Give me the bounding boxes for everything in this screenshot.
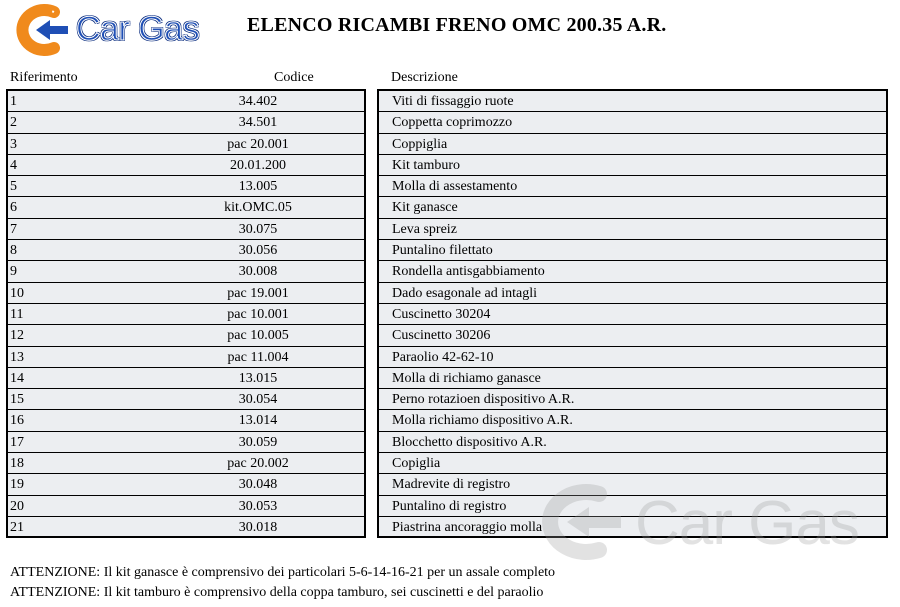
codice-cell: 30.075 xyxy=(238,221,278,237)
table-row xyxy=(8,410,364,431)
riferimento-cell: 16 xyxy=(10,413,24,429)
table-row xyxy=(8,453,364,474)
table-row xyxy=(379,368,886,389)
descrizione-cell: Kit ganasce xyxy=(392,200,458,216)
descrizione-cell: Perno rotazioen dispositivo A.R. xyxy=(392,392,575,408)
table-row xyxy=(8,304,364,325)
codice-cell: kit.OMC.05 xyxy=(224,200,292,216)
note-kit-ganasce: ATTENZIONE: Il kit ganasce è comprensivo dei particolari 5-6-14-16-21 per un assale completo xyxy=(10,565,556,580)
table-row xyxy=(8,155,364,176)
table-row xyxy=(379,496,886,517)
table-row xyxy=(8,240,364,261)
codice-cell: 13.014 xyxy=(238,413,278,429)
codice-cell: 30.018 xyxy=(238,519,278,535)
codice-cell: 34.501 xyxy=(238,115,278,131)
codice-cell: pac 10.001 xyxy=(227,306,289,322)
table-row xyxy=(8,347,364,368)
codice-cell: pac 20.002 xyxy=(227,456,289,472)
table-row xyxy=(379,283,886,304)
descrizione-cell: Puntalino di registro xyxy=(392,498,507,514)
descrizione-cell: Molla richiamo dispositivo A.R. xyxy=(392,413,573,429)
riferimento-cell: 20 xyxy=(10,498,24,514)
codice-cell: 30.048 xyxy=(238,477,278,493)
descrizione-cell: Blocchetto dispositivo A.R. xyxy=(392,434,547,450)
table-row xyxy=(8,474,364,495)
descrizione-cell: Puntalino filettato xyxy=(392,243,493,259)
descrizione-cell: Kit tamburo xyxy=(392,157,461,173)
table-row xyxy=(379,432,886,453)
logo-text: Car Gas xyxy=(76,10,200,48)
table-row xyxy=(8,176,364,197)
note-kit-tamburo: ATTENZIONE: Il kit tamburo è comprensivo della coppa tamburo, sei cuscinetti e del paraolio xyxy=(10,585,544,600)
table-row xyxy=(379,219,886,240)
table-row xyxy=(379,91,886,112)
table-row xyxy=(8,112,364,133)
descrizione-cell: Cuscinetto 30206 xyxy=(392,328,491,344)
riferimento-cell: 18 xyxy=(10,456,24,472)
table-row xyxy=(8,261,364,282)
riferimento-cell: 10 xyxy=(10,285,24,301)
riferimento-cell: 19 xyxy=(10,477,24,493)
descrizione-cell: Paraolio 42-62-10 xyxy=(392,349,494,365)
codice-cell: pac 20.001 xyxy=(227,136,289,152)
descrizione-cell: Viti di fissaggio ruote xyxy=(392,94,514,109)
table-row xyxy=(379,176,886,197)
descrizione-cell: Madrevite di registro xyxy=(392,477,511,493)
descrizione-cell: Dado esagonale ad intagli xyxy=(392,285,538,301)
descrizione-cell: Molla di assestamento xyxy=(392,179,518,195)
codice-cell: 30.059 xyxy=(238,434,278,450)
car-gas-emblem-icon xyxy=(10,4,76,56)
riferimento-cell: 21 xyxy=(10,519,24,535)
table-row xyxy=(379,517,886,538)
table-row xyxy=(8,283,364,304)
descrizione-cell: Molla di richiamo ganasce xyxy=(392,370,541,386)
table-row xyxy=(379,453,886,474)
riferimento-cell: 4 xyxy=(10,157,17,173)
codice-cell: 30.054 xyxy=(238,392,278,408)
codes-table xyxy=(6,89,366,538)
riferimento-cell: 1 xyxy=(10,94,17,109)
codice-cell: 30.008 xyxy=(238,264,278,280)
riferimento-cell: 7 xyxy=(10,221,17,237)
riferimento-cell: 5 xyxy=(10,179,17,195)
table-row xyxy=(8,368,364,389)
table-row xyxy=(8,134,364,155)
codice-cell: 30.056 xyxy=(238,243,278,259)
codice-cell: 13.015 xyxy=(238,370,278,386)
riferimento-cell: 11 xyxy=(10,306,24,322)
table-row xyxy=(379,325,886,346)
descrizione-cell: Rondella antisgabbiamento xyxy=(392,264,545,280)
riferimento-cell: 9 xyxy=(10,264,17,280)
descrizione-cell: Coppiglia xyxy=(392,136,448,152)
table-row xyxy=(379,240,886,261)
codice-cell: 13.005 xyxy=(238,179,278,195)
table-row xyxy=(8,432,364,453)
riferimento-cell: 13 xyxy=(10,349,24,365)
header-codice: Codice xyxy=(274,70,314,85)
table-row xyxy=(8,197,364,218)
table-row xyxy=(379,197,886,218)
riferimento-cell: 12 xyxy=(10,328,24,344)
table-row xyxy=(8,219,364,240)
table-row xyxy=(8,496,364,517)
table-row xyxy=(8,517,364,538)
descrizione-cell: Cuscinetto 30204 xyxy=(392,306,491,322)
table-row xyxy=(379,389,886,410)
table-row xyxy=(379,410,886,431)
riferimento-cell: 15 xyxy=(10,392,24,408)
header-descrizione: Descrizione xyxy=(391,70,458,85)
table-row xyxy=(379,112,886,133)
table-row xyxy=(8,389,364,410)
table-row xyxy=(379,474,886,495)
car-gas-logo xyxy=(10,4,215,56)
descrizione-cell: Copiglia xyxy=(392,456,441,472)
header-riferimento: Riferimento xyxy=(10,70,78,85)
riferimento-cell: 8 xyxy=(10,243,17,259)
table-row xyxy=(379,134,886,155)
codice-cell: pac 11.004 xyxy=(227,349,289,365)
riferimento-cell: 14 xyxy=(10,370,24,386)
table-row xyxy=(8,91,364,112)
table-row xyxy=(379,304,886,325)
descriptions-table xyxy=(377,89,888,538)
riferimento-cell: 6 xyxy=(10,200,17,216)
riferimento-cell: 17 xyxy=(10,434,24,450)
table-row xyxy=(379,347,886,368)
table-row xyxy=(379,155,886,176)
riferimento-cell: 3 xyxy=(10,136,17,152)
table-row xyxy=(379,261,886,282)
descrizione-cell: Coppetta coprimozzo xyxy=(392,115,513,131)
page-title: ELENCO RICAMBI FRENO OMC 200.35 A.R. xyxy=(247,14,667,36)
watermark-text: Car Gas xyxy=(635,489,859,558)
codice-cell: pac 10.005 xyxy=(227,328,289,344)
codice-cell: 30.053 xyxy=(238,498,278,514)
table-row xyxy=(8,325,364,346)
codice-cell: 20.01.200 xyxy=(230,157,286,173)
riferimento-cell: 2 xyxy=(10,115,17,131)
codice-cell: pac 19.001 xyxy=(227,285,289,301)
descrizione-cell: Piastrina ancoraggio molla xyxy=(392,519,543,535)
descrizione-cell: Leva spreiz xyxy=(392,221,457,237)
codice-cell: 34.402 xyxy=(238,94,278,109)
